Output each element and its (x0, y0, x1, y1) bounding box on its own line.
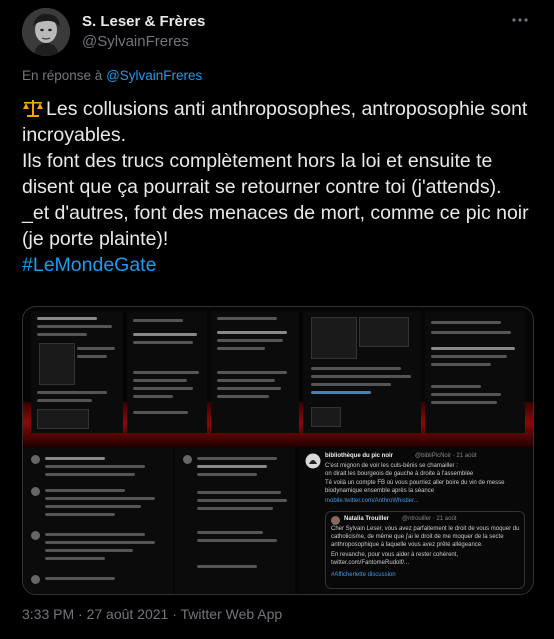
quote-name: Natalia Trouiller (344, 516, 390, 522)
quote-link: twitter.com/FantomeRudolf/... (331, 560, 410, 566)
quote-text-3: anthroposophique à laquelle vous avez prêté allégeance. (331, 542, 483, 548)
embedded-quote-card (325, 511, 525, 589)
quote-text-2: catholicisme, de même que j'ai le droit de me moquer de la secte (331, 534, 504, 540)
media-panel-2 (127, 311, 207, 433)
balance-scale-icon (22, 98, 44, 118)
avatar[interactable] (22, 8, 70, 56)
media-panel-7 (175, 447, 295, 594)
reply-context (22, 68, 202, 83)
quote-text-4: En revanche, pour vous aider à rester cohérent, (331, 552, 459, 558)
embedded-avatar-icon (305, 453, 321, 469)
tweet-media-image[interactable] (22, 306, 534, 595)
tweet-line-2: Ils font des trucs complètement hors la loi et ensuite te disent que ça pourrait se retourner contre toi (j'attends). (22, 150, 502, 198)
media-panel-6 (23, 447, 173, 594)
quote-handle: @ntrouiller · 21 août (402, 516, 457, 522)
embedded-name: bibliothèque du pic noir (325, 453, 393, 459)
embedded-tweet (297, 447, 533, 594)
tweet-line-3: _et d'autres, font des menaces de mort, comme ce pic noir (je porte plainte)! (22, 202, 535, 250)
author-handle[interactable]: @SylvainFreres (82, 33, 189, 50)
hashtag-link[interactable]: #LeMondeGate (22, 254, 157, 276)
reply-handle-link[interactable]: @SylvainFreres (106, 68, 203, 83)
quote-text-1: Cher Sylvain Leser, vous avez parfaitement le droit de vous moquer du (331, 526, 520, 532)
tweet-line-1: Les collusions anti anthroposophes, antroposophie sont incroyables. (22, 98, 533, 146)
embedded-text-1: C'est mignon de voir les culs-bénis se chamailler : (325, 463, 458, 469)
media-panel-1 (31, 311, 123, 433)
tweet-metadata[interactable]: 3:33 PM · 27 août 2021 · Twitter Web App (22, 606, 283, 622)
media-panel-4 (303, 311, 421, 433)
author-name[interactable]: S. Leser & Frères (82, 13, 206, 30)
embedded-link: mobile.twitter.com/AnthroWhistler... (325, 498, 419, 504)
embedded-text-4: biodynamique ensemble après la séance (325, 488, 435, 494)
tweet-body (22, 96, 534, 278)
media-panel-3 (211, 311, 299, 433)
reply-prefix: En réponse à (22, 68, 107, 83)
more-options-icon[interactable] (508, 10, 532, 30)
embedded-handle: @bibliPicNoir · 21 août (415, 453, 477, 459)
avatar-image (22, 8, 70, 56)
embedded-text-2: on dirait les bourgeois de gauche à droite à l'assemblée (325, 471, 474, 477)
embedded-text-3: Té voilà un compte FB où vous pourriez aller boire du vin de messe (325, 480, 505, 486)
quote-tag: #Afficherlette discussion (331, 572, 396, 578)
media-panel-5 (425, 311, 525, 433)
